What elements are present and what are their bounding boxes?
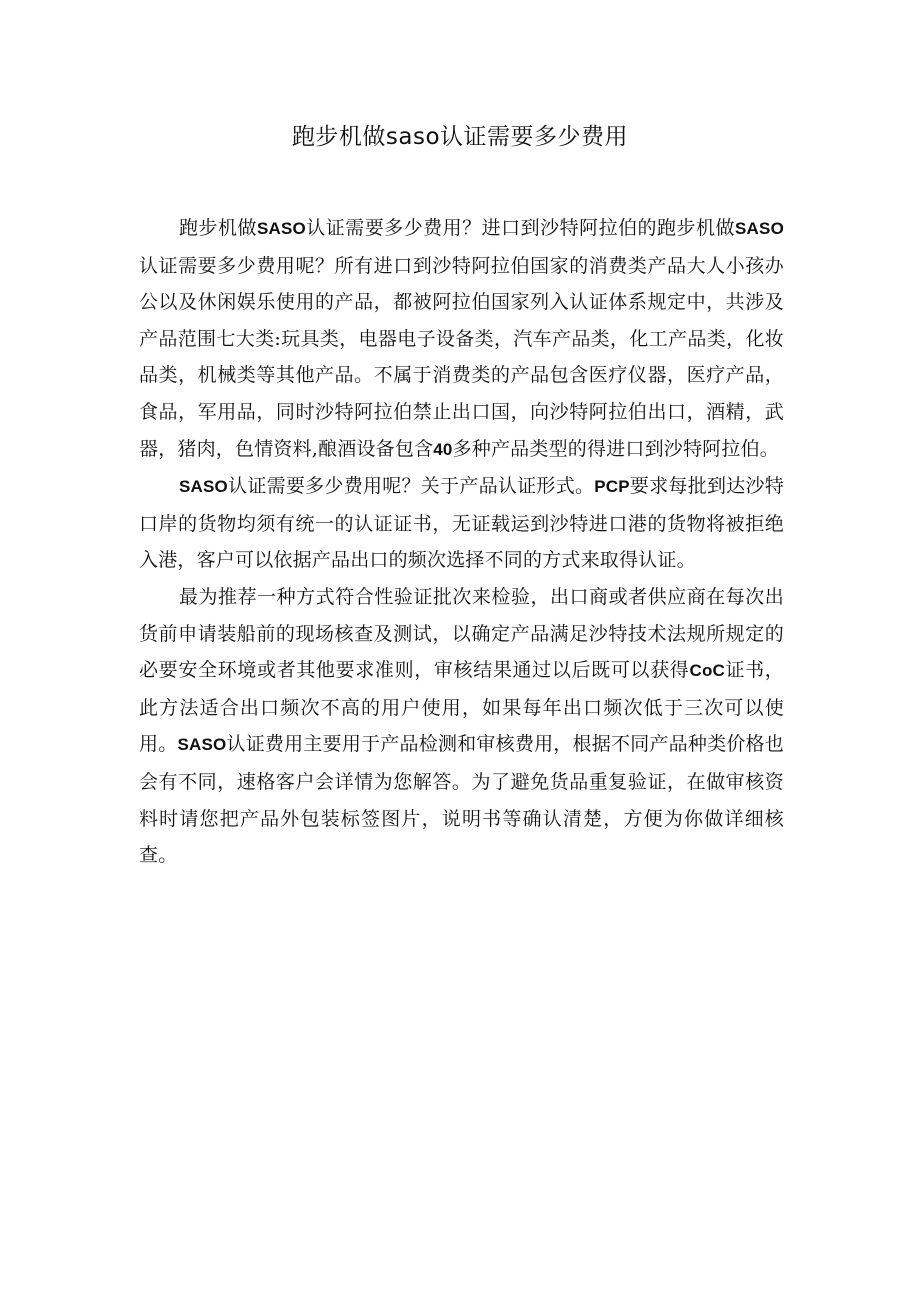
paragraph-3: 最为推荐一种方式符合性验证批次来检验，出口商或者供应商在每次出货前申请装船前的现场核查及测试，以确定产品满足沙特技术法规所规定的必要安全环境或者其他要求准则，审核结果通过以后既可以获得CoC证书，此方法适合出口频次不高的用户使用，如果每年出口频次低于三次可以使用。SASO认证费用主要用于产品检测和审核费用，根据不同产品种类价格也会有不同，速格客户会详情为您解答。为了避免货品重复验证，在做审核资料时请您把产品外包装标签图片，说明书等确认清楚，方便为你做详细核查。 [139, 585, 784, 867]
latin-term: SASO [256, 219, 306, 238]
document-body [139, 210, 784, 874]
latin-term: CoC [689, 661, 726, 681]
paragraph-2: SASO认证需要多少费用呢？关于产品认证形式。PCP要求每批到达沙特口岸的货物均须有统一的认证证书，无证载运到沙特进口港的货物将被拒绝入港，客户可以依据产品出口的频次选择不同的方式来取得认证。 [139, 475, 784, 572]
document-title: 跑步机做saso认证需要多少费用 [291, 124, 629, 150]
latin-term: SASO [735, 219, 784, 238]
latin-term: SASO [179, 477, 228, 497]
latin-term: PCP [594, 477, 630, 497]
paragraph-1: 跑步机做SASO认证需要多少费用？进口到沙特阿拉伯的跑步机做SASO认证需要多少费用呢？所有进口到沙特阿拉伯国家的消费类产品大人小孩办公以及休闲娱乐使用的产品，都被阿拉伯国家列入认证体系规定中，共涉及产品范围七大类:玩具类，电器电子设备类，汽车产品类，化工产品类，化妆品类，机械类等其他产品。不属于消费类的产品包含医疗仪器，医疗产品，食品，军用品，同时沙特阿拉伯禁止出口国，向沙特阿拉伯出口，酒精，武器，猪肉，色情资料,酿酒设备包含40多种产品类型的得进口到沙特阿拉伯。 [139, 217, 784, 460]
latin-term: 40 [433, 439, 453, 459]
latin-term: SASO [177, 735, 227, 755]
